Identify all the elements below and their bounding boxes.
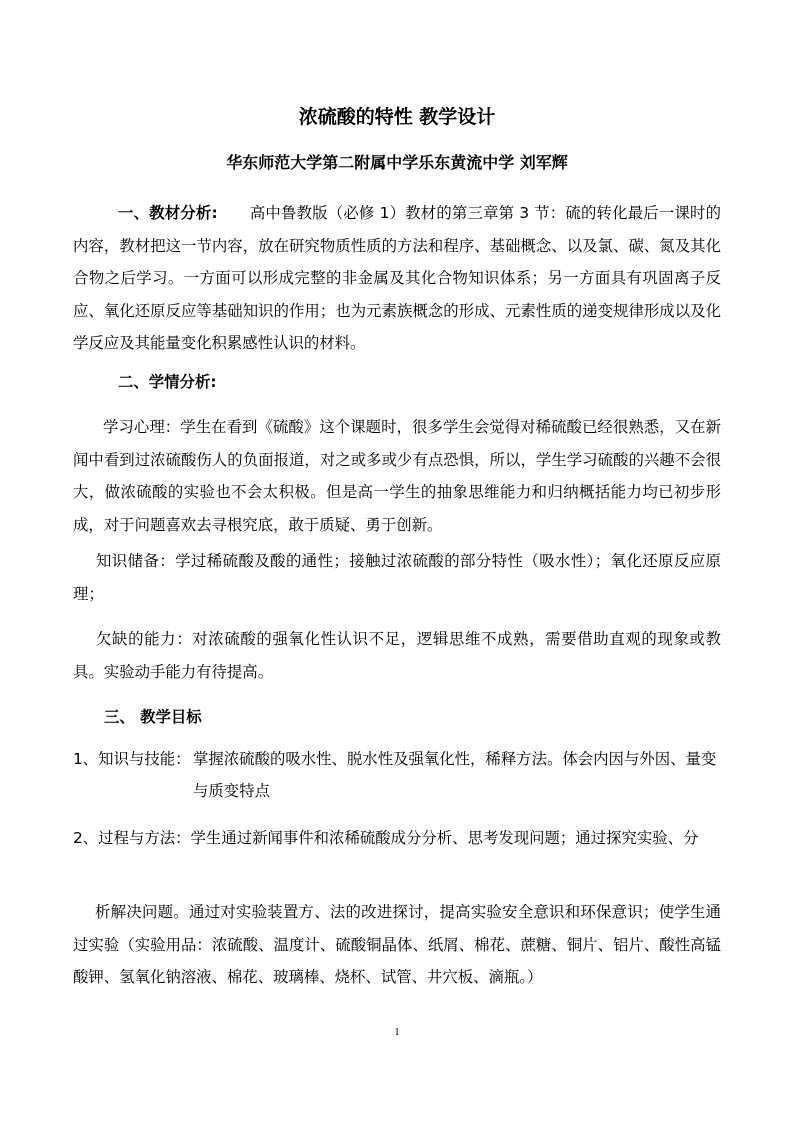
goal2-first-paragraph [73, 822, 723, 854]
section2-heading: 二、学情分析: [118, 373, 217, 391]
goal1-label: 1、知识与技能： [73, 750, 191, 768]
document-title: 浓硫酸的特性 教学设计 [298, 106, 496, 128]
goal2-body: 学生通过新闻事件和浓稀硫酸成分分析、思考发现问题；通过探究实验、分 [190, 829, 699, 847]
section3-heading: 三、 教学目标 [104, 708, 202, 726]
goal2-label: 2、过程与方法： [73, 829, 191, 847]
author-line: 华东师范大学第二附属中学乐东黄流中学 刘军辉 [226, 153, 568, 172]
psychology-paragraph: 学习心理：学生在看到《硫酸》这个课题时，很多学生会觉得对稀硫酸已经很熟悉，又在新闻中看到过浓硫酸伤人的负面报道，对之或多或少有点恐惧，所以，学生学习硫酸的兴趣不会很大，做浓硫酸的实验也不会太积极。但是高一学生的抽象思维能力和归纳概括能力均已初步形成，对于问题喜欢去寻根究底，敢于质疑、勇于创新。 [73, 418, 721, 534]
goal1-body: 掌握浓硫酸的吸水性、脱水性及强氧化性，稀释方法。体会内因与外因、量变与质变特点 [193, 750, 717, 800]
section1-heading: 一、教材分析: [118, 204, 218, 222]
goal2-continuation: 析解决问题。通过对实验装置方、法的改进探讨，提高实验安全意识和环保意识；使学生通过实验（实验用品：浓硫酸、温度计、硫酸铜晶体、纸屑、棉花、蔗糖、铜片、铝片、酸性高锰酸钾、氢氧化钠溶液、棉花、玻璃棒、烧杯、试管、井穴板、滴瓶。） [73, 903, 721, 986]
section1-paragraph [73, 197, 721, 360]
deficiency-paragraph: 欠缺的能力：对浓硫酸的强氧化性认识不足，逻辑思维不成熟，需要借助直观的现象或教具。实验动手能力有待提高。 [73, 630, 721, 681]
page-number: 1 [394, 1026, 400, 1038]
knowledge-paragraph: 知识储备：学过稀硫酸及酸的通性；接触过浓硫酸的部分特性（吸水性）；氧化还原反应原理； [73, 552, 721, 603]
section1-body: 高中鲁教版（必修 1）教材的第三章第 3 节：硫的转化最后一课时的内容，教材把这一节内容，放在研究物质性质的方法和程序、基础概念、以及氯、碳、氮及其化合物之后学习。一方面可以形成完整的非金属及其化合物知识体系；另一方面具有巩固离子反应、氧化还原反应等基础知识的作用；也为元素族概念的形成、元素性质的递变规律形成以及化学反应及其能量变化积累感性认识的材料。 [73, 204, 721, 352]
